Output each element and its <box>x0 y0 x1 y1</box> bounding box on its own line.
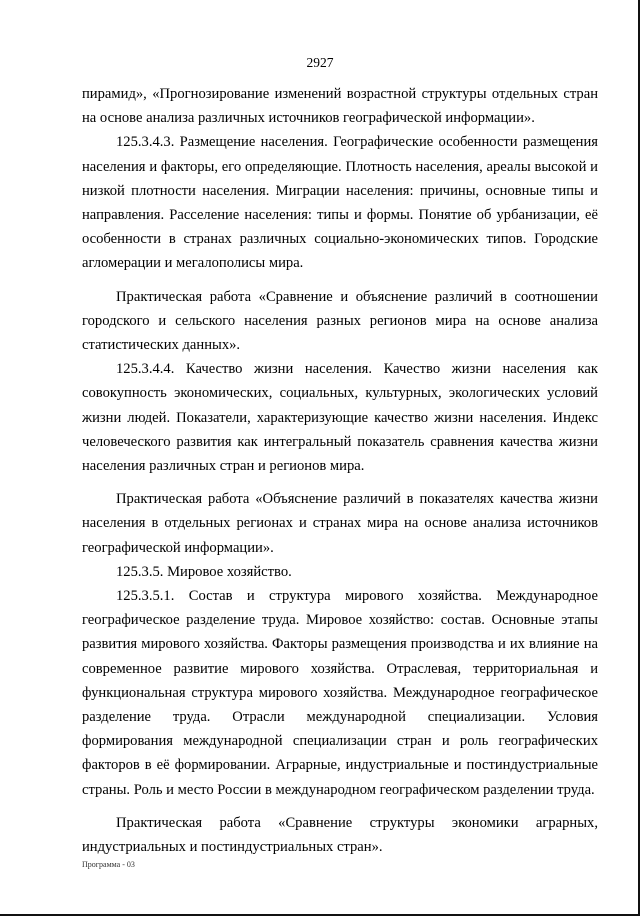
paragraph-section-125-3-5-1: 125.3.5.1. Состав и структура мирового хозяйства. Международное географическое разделение труда. Мировое хозяйство: состав. Основные этапы развития мирового хозяйства. Факторы размещения производства и их влияние на современное развитие мирового хозяйства. Отраслевая, территориальная и функциональная структура мирового хозяйства. Международное географическое разделение труда. Отрасли международной специализации. Условия формирования международной специализации стран и роль географических факторов в её формировании. Аграрные, индустриальные и постиндустриальные страны. Роль и место России в международном географическом разделении труда. <box>82 588 598 798</box>
body-text <box>82 82 598 859</box>
paragraph-section-125-3-4-4: 125.3.4.4. Качество жизни населения. Качество жизни населения как совокупность экономических, социальных, культурных, экологических условий жизни людей. Показатели, характеризующие качество жизни населения. Индекс человеческого развития как интегральный показатель сравнения качества жизни населения различных стран и регионов мира. <box>82 361 598 475</box>
page-number: 2927 <box>306 55 334 70</box>
paragraph-practical-work-1: Практическая работа «Сравнение и объяснение различий в соотношении городского и сельского населения разных регионов мира на основе анализа статистических данных». <box>82 288 598 354</box>
paragraph-continuation: пирамид», «Прогнозирование изменений возрастной структуры отдельных стран на основе анализа различных источников географической информации». <box>82 86 598 127</box>
footer-label: Программа - 03 <box>82 860 135 869</box>
paragraph-practical-work-3: Практическая работа «Сравнение структуры экономики аграрных, индустриальных и постиндустриальных стран». <box>82 814 598 856</box>
paragraph-section-125-3-4-3: 125.3.4.3. Размещение населения. Географические особенности размещения населения и факторы, его определяющие. Плотность населения, ареалы высокой и низкой плотности населения. Миграции населения: причины, основные типы и направления. Расселение населения: типы и формы. Понятие об урбанизации, её особенности в странах различных социально-экономических типов. Городские агломерации и мегалополисы мира. <box>82 134 598 272</box>
paragraph-practical-work-2: Практическая работа «Объяснение различий в показателях качества жизни населения в отдельных регионах и странах мира на основе анализа источников географической информации». <box>82 491 598 556</box>
paragraph-section-125-3-5: 125.3.5. Мировое хозяйство. <box>116 563 292 580</box>
